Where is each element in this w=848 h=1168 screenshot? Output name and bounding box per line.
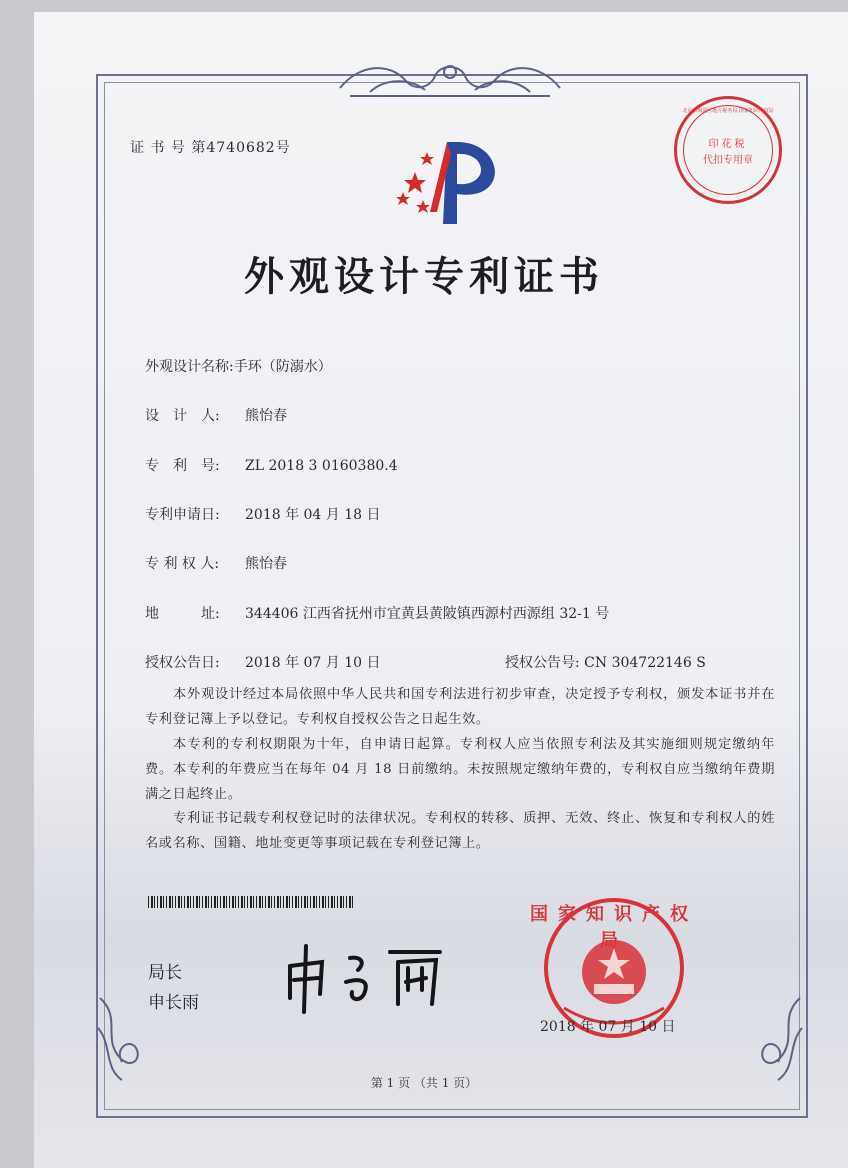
document-title: 外观设计专利证书 (244, 254, 604, 300)
paragraph-2: 本专利的专利权期限为十年，自申请日起算。专利权人应当依照专利法及其实施细则规定缴纳年费。本专利的年费应当在每年 04 月 18 日前缴纳。未按照规定缴纳年费的，专利权自应当缴纳年费期满之日起终止。 (145, 737, 775, 802)
corner-ornament-right-icon (744, 988, 808, 1088)
patent-number-row (145, 455, 398, 475)
designer-label: 设 计 人: (145, 408, 220, 424)
tax-stamp-line-2: 代扣专用章 (703, 155, 753, 166)
chief-title: 局长 (148, 963, 182, 983)
address-row (145, 603, 609, 623)
design-name-row (145, 356, 332, 376)
patentee-label: 专 利 权 人: (145, 556, 220, 572)
patent-number-value: ZL 2018 3 0160380.4 (245, 458, 398, 474)
address-value: 344406 江西省抚州市宜黄县黄陂镇西源村西源组 32-1 号 (245, 606, 610, 622)
designer-value: 熊怡春 (245, 408, 287, 424)
grant-date-label: 授权公告日: (145, 655, 220, 671)
designer-row (145, 405, 287, 425)
grant-number-value: CN 304722146 S (584, 655, 706, 671)
patent-number-label: 专 利 号: (145, 458, 220, 474)
paragraph-1: 本外观设计经过本局依照中华人民共和国专利法进行初步审查，决定授予专利权，颁发本证书并在专利登记簿上予以登记。专利权自授权公告之日起生效。 (145, 687, 775, 727)
page-footer: 第 1 页 （共 1 页） (370, 1076, 478, 1090)
seal-date: 2018 年 07 月 10 日 (540, 1019, 676, 1035)
tax-stamp-ring-text: 北京市海淀区地方税务局 国家知识产权局 (682, 108, 774, 114)
patentee-value: 熊怡春 (245, 556, 287, 572)
grant-date-row (145, 652, 381, 672)
chief-name: 申长雨 (148, 993, 199, 1013)
grant-number-row (505, 652, 706, 672)
cnipa-official-seal (524, 888, 704, 1038)
address-label: 地 址: (145, 606, 220, 622)
grant-number-label: 授权公告号: (505, 655, 580, 671)
filing-date-row (145, 504, 381, 524)
corner-ornament-left-icon (92, 988, 156, 1088)
patentee-row (145, 553, 287, 573)
barcode (148, 896, 354, 908)
filing-date-label: 专利申请日: (145, 507, 220, 523)
cnipa-logo-icon (385, 132, 515, 232)
top-ornament-icon (330, 58, 570, 102)
design-name-value: 手环（防溺水） (233, 359, 332, 375)
paragraph-3: 专利证书记载专利权登记时的法律状况。专利权的转移、质押、无效、终止、恢复和专利权人的姓名或名称、国籍、地址变更等事项记载在专利登记簿上。 (145, 811, 775, 851)
filing-date-value: 2018 年 04 月 18 日 (245, 507, 381, 523)
tax-stamp (674, 96, 782, 204)
certificate-number: 证 书 号 第4740682号 (130, 140, 291, 156)
seal-ring-text: 国家知识产权局 (530, 904, 698, 951)
signature-image (280, 938, 460, 1018)
design-name-label: 外观设计名称: (145, 359, 234, 375)
grant-date-value: 2018 年 07 月 10 日 (245, 655, 381, 671)
tax-stamp-line-1: 印花税 (708, 139, 748, 150)
